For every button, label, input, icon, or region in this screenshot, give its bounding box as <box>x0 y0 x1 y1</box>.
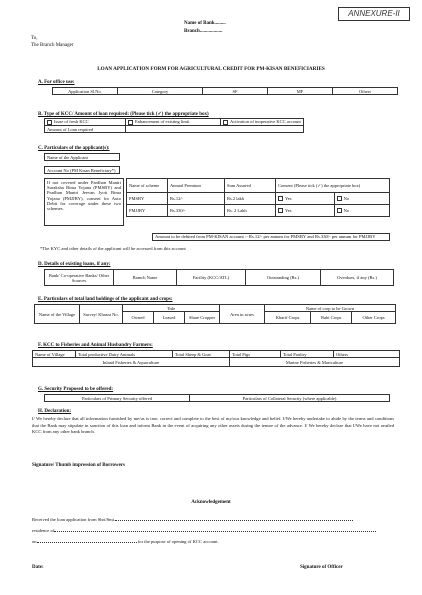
sum-assured-header: Sum Assured <box>225 179 276 193</box>
facility-header: Facility (KCC/ATL) <box>177 270 246 286</box>
section-d-label: D. Details of existing loans, if any: <box>38 262 111 267</box>
pmjjby-yes-checkbox[interactable] <box>278 208 283 213</box>
village-header: Name of the Village <box>35 305 80 324</box>
office-use-table <box>52 87 398 95</box>
section-a-label: A. For office use: <box>38 80 75 85</box>
pmsby-no-checkbox[interactable] <box>337 196 342 201</box>
section-f-label: F. KCC to Fisheries and Animal Husbandry Farmers: <box>38 343 153 348</box>
loan-amount-field[interactable] <box>126 126 304 133</box>
residence-field[interactable] <box>54 531 376 532</box>
activation-checkbox[interactable] <box>223 120 228 125</box>
rabi-header: Rabi Crops <box>311 312 352 324</box>
outstanding-header: Outstanding (Rs.) <box>246 270 321 286</box>
officer-signature-label: Signature of Officer <box>300 565 343 570</box>
pigs-header: Total Pigs <box>230 351 281 358</box>
poultry-header: Total Poultry <box>281 351 334 358</box>
kyc-note: *The KYC and other details of the applicant will be accessed from this account <box>40 246 186 251</box>
pmsby-scheme: PMSBY <box>127 193 168 205</box>
date-on-field[interactable] <box>37 542 137 543</box>
activation-option[interactable]: Activation of inoperative KCC account <box>221 119 304 126</box>
branch-field[interactable]: Branch.................. <box>184 29 223 34</box>
pmsby-premium: Rs.12/- <box>168 193 225 205</box>
other-crops-header: Other Crops <box>352 312 396 324</box>
category-header: Category <box>118 88 203 95</box>
insurance-scheme-table <box>126 178 390 217</box>
application-sl-header: Application Sl.No. <box>53 88 118 95</box>
enhancement-option[interactable]: Enhancement of existing limit <box>126 119 221 126</box>
pmjjby-premium: Rs.330/- <box>168 205 225 217</box>
applicant-name-label[interactable]: Name of the Applicant <box>45 154 120 161</box>
bank-source-header: Bank/ Co-operative Banks/ Other Sources <box>45 270 114 286</box>
others-header: Others <box>333 88 398 95</box>
loan-amount-label: Amount of Loan required <box>45 126 126 133</box>
collateral-security-header: Particulars of Collateral Security (where applicable) <box>190 395 390 402</box>
section-e-label: E. Particulars of total land holdings of the applicant and crops: <box>38 297 173 302</box>
section-b-label: B. Type of KCC/ Amount of loan required: (Please tick (✓) the appropriate box) <box>38 112 209 117</box>
annual-premium-header: Annual Premium <box>168 179 225 193</box>
inland-fisheries-header: Inland Fisheries & Aquaculture <box>33 358 230 367</box>
security-table <box>44 394 390 402</box>
fresh-kcc-option[interactable]: Issue of fresh KCC <box>45 119 126 126</box>
existing-loans-table <box>44 269 394 286</box>
pmjjby-yes-option[interactable]: Yes <box>276 205 335 217</box>
fisheries-others-header: Others <box>334 351 400 358</box>
mf-header: MF <box>268 88 333 95</box>
debit-amount-note: Amount to be debited from PM-KISAN account :- Rs.12/- per annum for PMSBY and Rs.330/- per annum for PMJJBY <box>152 233 390 241</box>
pmjjby-no-option[interactable]: No <box>334 205 389 217</box>
kharif-header: Kharif Crops <box>265 312 311 324</box>
pmsby-no-option[interactable]: No <box>334 193 389 205</box>
owned-header: Owned <box>123 312 154 324</box>
pmjjby-sum: Rs. 2 Lakh <box>225 205 276 217</box>
bank-name-field[interactable]: Name of Bank......... <box>184 21 226 26</box>
form-title: LOAN APPLICATION FORM FOR AGRICULTURAL CREDIT FOR PM-KISAN BENEFICIARIES <box>97 66 325 72</box>
annexure-label: ANNEXURE-II <box>338 7 410 21</box>
scheme-name-header: Name of scheme <box>127 179 168 193</box>
account-no-label[interactable]: Account No (PM Kisan Beneficiary*) <box>45 167 120 174</box>
to-label: To, <box>31 36 38 41</box>
pmsby-yes-option[interactable]: Yes <box>276 193 335 205</box>
section-h-label: H. Declaration: <box>38 409 72 414</box>
dairy-header: Total productive Dairy Animals <box>76 351 173 358</box>
leased-header: Leased <box>154 312 185 324</box>
consent-header: Consent (Please tick (✓) the appropriate box) <box>276 179 390 193</box>
enhancement-checkbox[interactable] <box>128 120 133 125</box>
fisheries-table <box>32 350 400 367</box>
survey-header: Survey/ Khasra No. <box>80 305 123 324</box>
land-holdings-table <box>34 304 396 324</box>
overdues-header: Overdues, if any (Rs.) <box>321 270 394 286</box>
borrower-signature-label: Signature/ Thumb impression of Borrowers <box>32 463 125 468</box>
account-no-table <box>44 166 120 174</box>
branch-manager-label: The Branch Manager <box>31 43 74 48</box>
fresh-kcc-checkbox[interactable] <box>47 120 52 125</box>
section-c-label: C. Particulars of the applicant(s): <box>38 146 110 151</box>
share-cropper-header: Share Cropper <box>185 312 220 324</box>
applicant-name-table <box>44 153 120 161</box>
pmjjby-no-checkbox[interactable] <box>337 208 342 213</box>
ack-line-purpose: on for the purpose of opening of KCC account. <box>32 539 219 544</box>
title-header: Title <box>123 305 220 312</box>
kcc-type-table <box>44 118 304 133</box>
date-label: Date: <box>32 565 44 570</box>
ack-line-received: Received the loan application from Shri/Smt. <box>32 517 394 523</box>
sheep-goat-header: Total Sheep & Goat <box>173 351 230 358</box>
section-g-label: G. Security Proposed to be offered: <box>38 387 114 392</box>
declaration-text: I/ We hereby declare that all information furnished by me/us is true, correct and complete to the best of my/our knowledge and belief. I/We hereby undertake to abide by the terms and conditions that the Bank may stipulate in sanction of this loan and inform Bank in the event of acquiring any other assets during the tenure of the advance. I/ We hereby declare that I/We have not availed KCC from any other bank branch. <box>32 416 394 435</box>
shri-smt-field[interactable] <box>115 520 353 521</box>
area-header: Area in acres <box>220 305 265 324</box>
acknowledgement-title: Acknowledgement <box>191 500 231 505</box>
crop-header: Name of crop to be Grown <box>265 305 396 312</box>
branch-name-header: Branch Name <box>114 270 177 286</box>
ack-line-residence: residence of <box>32 528 394 534</box>
scheme-consent-text: If not covered under Pardhan Mantri Suraksha Bima Yojana (PMSBY) and Pradhan Mantri Jeevan Jyoti Bima Yojana (PMJJBY), consent for Auto Debit for coverage under these two schemes. <box>44 178 124 226</box>
marine-fisheries-header: Marine Fisheries & Mariculture <box>230 358 400 367</box>
fisheries-village-header: Name of Village <box>33 351 76 358</box>
pmjjby-scheme: PMJJBY <box>127 205 168 217</box>
primary-security-header: Particulars of Primary Security offered <box>45 395 190 402</box>
pmsby-yes-checkbox[interactable] <box>278 196 283 201</box>
pmsby-sum: Rs.2 lakh <box>225 193 276 205</box>
sf-header: SF <box>203 88 268 95</box>
